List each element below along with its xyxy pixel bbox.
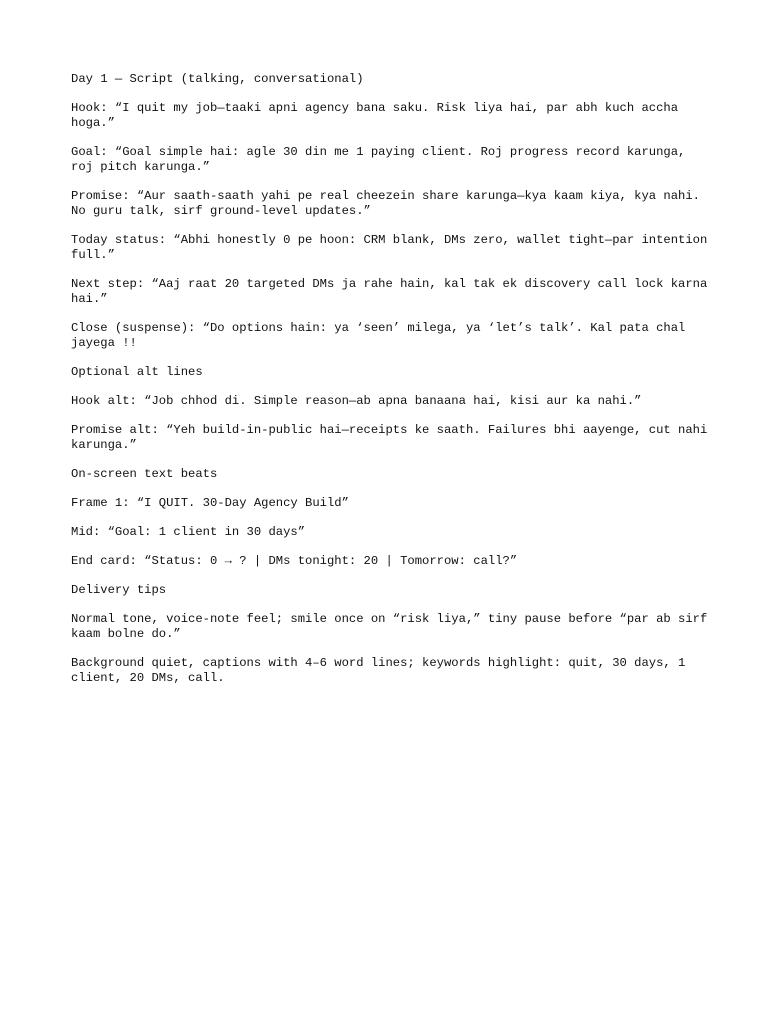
hook-line: Hook: “I quit my job—taaki apni agency bana saku. Risk liya hai, par abh kuch accha hoga.” [71, 101, 679, 130]
next-step-line: Next step: “Aaj raat 20 targeted DMs ja rahe hain, kal tak ek discovery call lock karna hai.” [71, 277, 708, 306]
today-status-line: Today status: “Abhi honestly 0 pe hoon: CRM blank, DMs zero, wallet tight—par intention full.” [71, 233, 708, 262]
optional-alt-lines-heading: Optional alt lines [71, 365, 203, 379]
script-title: Day 1 — Script (talking, conversational) [71, 72, 364, 86]
delivery-background-line: Background quiet, captions with 4–6 word lines; keywords highlight: quit, 30 days, 1 client, 20 DMs, call. [71, 656, 686, 685]
promise-line: Promise: “Aur saath-saath yahi pe real cheezein share karunga—kya kaam kiya, kya nahi. No guru talk, sirf ground-level updates.” [71, 189, 700, 218]
mid-line: Mid: “Goal: 1 client in 30 days” [71, 525, 306, 539]
goal-line: Goal: “Goal simple hai: agle 30 din me 1 paying client. Roj progress record karunga, roj pitch karunga.” [71, 145, 686, 174]
end-card-line: End card: “Status: 0 → ? | DMs tonight: 20 | Tomorrow: call?” [71, 554, 518, 568]
promise-alt-line: Promise alt: “Yeh build-in-public hai—receipts ke saath. Failures bhi aayenge, cut nahi karunga.” [71, 423, 708, 452]
delivery-tips-heading: Delivery tips [71, 583, 167, 597]
frame-1-line: Frame 1: “I QUIT. 30-Day Agency Build” [71, 496, 349, 510]
close-suspense-line: Close (suspense): “Do options hain: ya ‘seen’ milega, ya ‘let’s talk’. Kal pata chal jayega !! [71, 321, 686, 350]
document-page [71, 72, 711, 686]
delivery-tone-line: Normal tone, voice-note feel; smile once on “risk liya,” tiny pause before “par ab sirf kaam bolne do.” [71, 612, 708, 641]
on-screen-text-beats-heading: On-screen text beats [71, 467, 218, 481]
hook-alt-line: Hook alt: “Job chhod di. Simple reason—ab apna banaana hai, kisi aur ka nahi.” [71, 394, 642, 408]
